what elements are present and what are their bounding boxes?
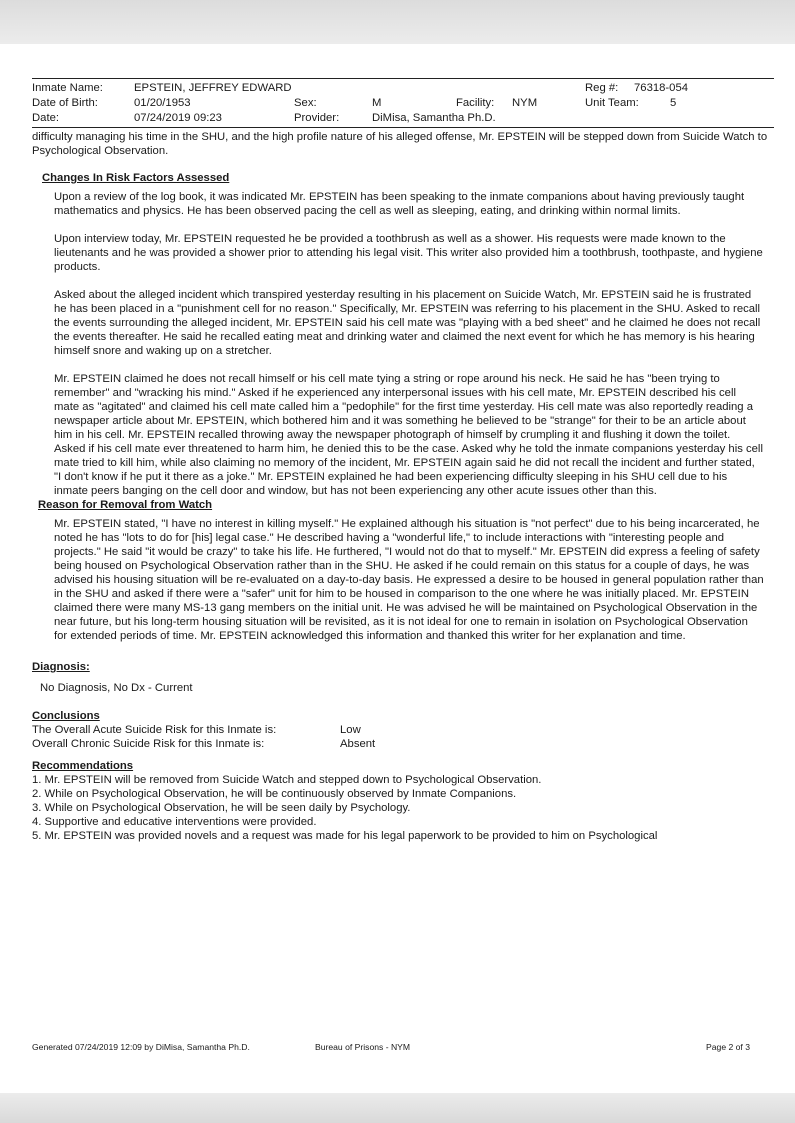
inmate-name-value: EPSTEIN, JEFFREY EDWARD <box>134 82 292 94</box>
continuation-text: difficulty managing his time in the SHU, and the high profile nature of his alleged offense, Mr. EPSTEIN will be stepped down from Suicide Watch to Psychological Observation. <box>32 131 768 157</box>
removal-paragraph: Mr. EPSTEIN stated, "I have no interest in killing myself." He explained although his situation is "not perfect" due to his being incarcerated, he noted he has "lots to do for [his] legal case." He described having a "wonderful life," to include interactions with "interesting people and projects." He said "it would be crazy" to take his life. He furthered, "I would not do that to myself." Mr. EPSTEIN did express a feeling of safety being housed on Psychological Observation rather than in the SHU. He asked if he could remain on this status for a couple of days, he was advised his housing situation will be re-evaluated on a day-to-day basis. He expressed a desire to be housed in general population rather than in the SHU and asked if there were a "safer" unit for him to be housed in comparison to the one where he was initially placed. Mr. EPSTEIN claimed there were many MS-13 gang members on the initial unit. He was advised he will be maintained on Psychological Observation in the near future, but his long-term housing situation will be revisited, as it is not ideal for one to remain in isolation on Psychological Observation for extended periods of time. Mr. EPSTEIN acknowledged this information and thanked this writer for her explanation and time. <box>54 518 764 642</box>
recommendations-list <box>32 773 774 843</box>
scan-border-top <box>0 0 795 44</box>
list-item: 2. While on Psychological Observation, he will be continuously observed by Inmate Companions. <box>32 788 517 800</box>
unit-team-value: 5 <box>670 97 677 109</box>
inmate-name-label: Inmate Name: <box>32 82 103 94</box>
list-item: 4. Supportive and educative interventions were provided. <box>32 816 317 828</box>
recommendations-heading: Recommendations <box>32 760 134 772</box>
removal-section <box>54 517 764 643</box>
provider-label: Provider: <box>294 112 340 124</box>
scan-border-bottom <box>0 1093 795 1123</box>
chronic-risk-row <box>32 737 774 751</box>
document-page <box>32 78 774 843</box>
risk-paragraph: Upon interview today, Mr. EPSTEIN requested he be provided a toothbrush as well as a shower. His requests were made known to the lieutenants and he was provided a shower prior to attending his legal visit. This writer also provided him a toothbrush, toothpaste, and hygiene products. <box>54 233 763 273</box>
risk-factors-heading: Changes In Risk Factors Assessed <box>42 172 230 184</box>
risk-paragraph: Asked about the alleged incident which transpired yesterday resulting in his placement on Suicide Watch, Mr. EPSTEIN said he is frustrated he has been placed in a "punishment cell for no reason." Specifically, Mr. EPSTEIN was referring to his placement in the SHU. Asked to recall the events surrounding the alleged incident, Mr. EPSTEIN said his cell mate was "playing with a bed sheet" and he claimed he does not recall the events thereafter. He said he recalled eating meat and drinking water and claimed the next event for which he has memory is his hearing himself snore and waking up on a stretcher. <box>54 289 761 357</box>
list-item: 3. While on Psychological Observation, he will be seen daily by Psychology. <box>32 802 411 814</box>
risk-paragraph: Mr. EPSTEIN claimed he does not recall himself or his cell mate tying a string or rope around his neck. He said he has "been trying to remember" and "wracking his mind." Asked if he experienced any interpersonal issues with his cell mate, Mr. EPSTEIN described his cell mate as "agitated" and claimed his cell mate called him a "pedophile" for the first time yesterday. His cell mate was also reportedly reading a newspaper article about Mr. EPSTEIN, which bothered him and it was something he believed to be "strange" for their to be an article about him in his cell. Mr. EPSTEIN recalled throwing away the newspaper photograph of himself by crumpling it and flushing it down the toilet. Asked if his cell mate ever threatened to harm him, he denied this to be the case. Asked why he told the inmate companions yesterday his cell mate tried to kill him, while also claiming no memory of the incident, Mr. EPSTEIN again said he did not recall the incident and further stated, "I don't know if he put it there as a joke." Mr. EPSTEIN explained he had been experiencing difficulty sleeping in his SHU cell due to his inmate peers banging on the cell door and window, but has not been experiencing any other acute issues other than this. <box>54 373 763 497</box>
page-number: Page 2 of 3 <box>706 1042 750 1052</box>
bureau-label: Bureau of Prisons - NYM <box>315 1042 411 1052</box>
conclusions-heading: Conclusions <box>32 710 100 722</box>
conclusions-section <box>32 723 774 751</box>
dob-value: 01/20/1953 <box>134 97 191 109</box>
date-value: 07/24/2019 09:23 <box>134 112 222 124</box>
removal-heading: Reason for Removal from Watch <box>38 499 213 511</box>
diagnosis-heading: Diagnosis: <box>32 661 90 673</box>
reg-value: 76318-054 <box>634 82 689 94</box>
record-header <box>32 78 774 128</box>
risk-paragraph: Upon a review of the log book, it was indicated Mr. EPSTEIN has been speaking to the inmate companions about having previously taught mathematics and physics. He has been observed pacing the cell as well as sleeping, eating, and drinking within normal limits. <box>54 191 745 217</box>
dob-label: Date of Birth: <box>32 97 98 109</box>
reg-label: Reg #: <box>585 82 619 94</box>
list-item: 5. Mr. EPSTEIN was provided novels and a request was made for his legal paperwork to be provided to him on Psychological <box>32 830 658 842</box>
chronic-risk-value: Absent <box>340 738 376 750</box>
provider-value: DiMisa, Samantha Ph.D. <box>372 112 496 124</box>
sex-value: M <box>372 97 382 109</box>
generated-info: Generated 07/24/2019 12:09 by DiMisa, Samantha Ph.D. <box>32 1042 250 1052</box>
list-item: 1. Mr. EPSTEIN will be removed from Suicide Watch and stepped down to Psychological Observation. <box>32 774 542 786</box>
diagnosis-text: No Diagnosis, No Dx - Current <box>40 682 193 694</box>
sex-label: Sex: <box>294 97 317 109</box>
unit-team-label: Unit Team: <box>585 97 639 109</box>
acute-risk-row <box>32 723 774 737</box>
chronic-risk-label: Overall Chronic Suicide Risk for this Inmate is: <box>32 738 265 750</box>
facility-value: NYM <box>512 97 538 109</box>
acute-risk-value: Low <box>340 724 361 736</box>
acute-risk-label: The Overall Acute Suicide Risk for this Inmate is: <box>32 724 277 736</box>
risk-factors-section <box>54 190 764 498</box>
facility-label: Facility: <box>456 97 495 109</box>
date-label: Date: <box>32 112 60 124</box>
